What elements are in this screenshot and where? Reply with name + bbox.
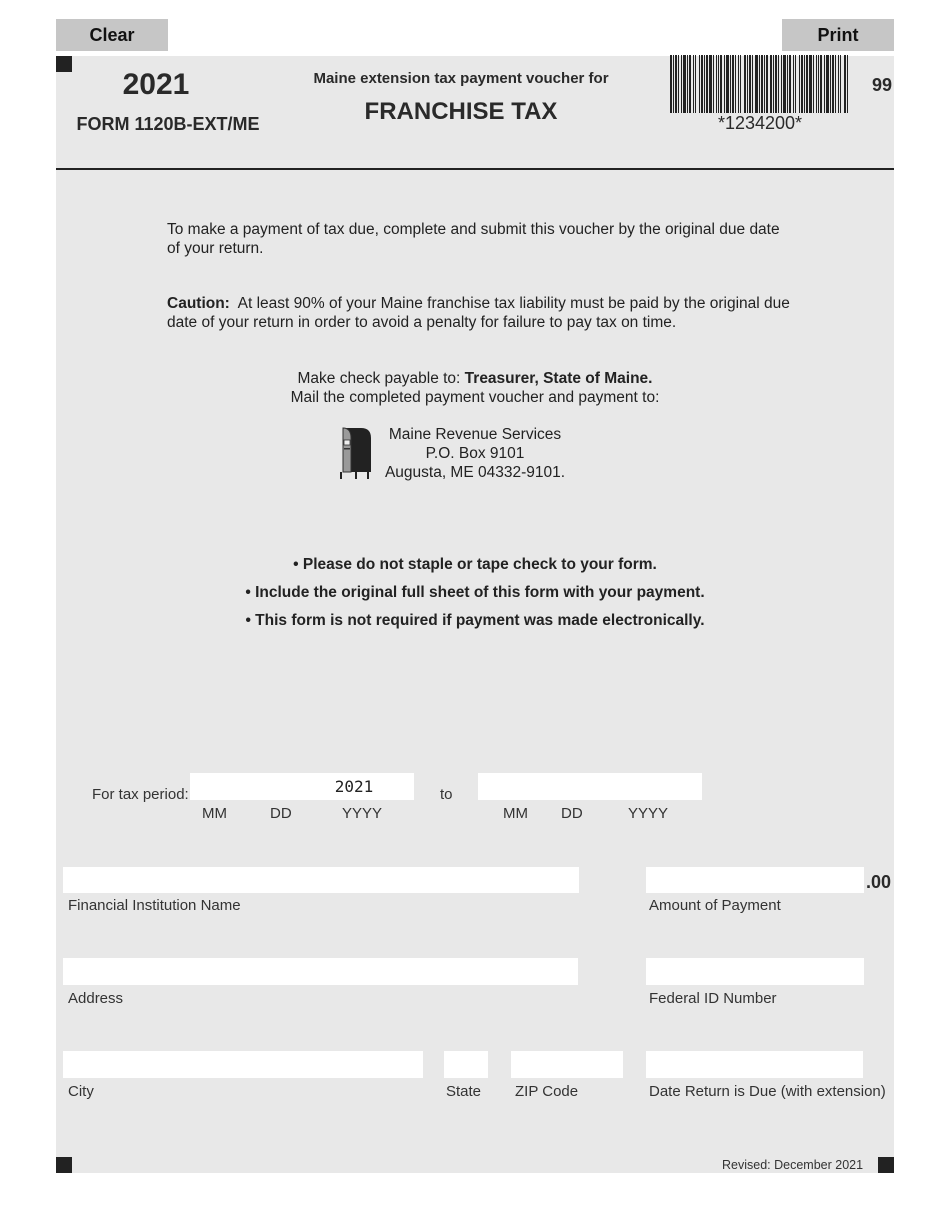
barcode-bar <box>759 55 760 113</box>
zip-input[interactable] <box>511 1051 623 1078</box>
revised-date: Revised: December 2021 <box>722 1158 864 1172</box>
barcode-bar <box>799 55 800 113</box>
barcode-bar <box>775 55 777 113</box>
zip-label: ZIP Code <box>515 1083 579 1100</box>
amount-input[interactable] <box>646 867 864 893</box>
bullet-no-staple: • Please do not staple or tape check to your form. <box>293 556 657 573</box>
barcode-bar <box>818 55 819 113</box>
barcode-bar <box>813 55 814 113</box>
tax-period-start-input[interactable] <box>190 773 414 800</box>
barcode-bar <box>824 55 825 113</box>
barcode-bar <box>683 55 686 113</box>
registration-mark-top-left <box>56 56 72 72</box>
address-input[interactable] <box>63 958 578 985</box>
mail-line: Mail the completed payment voucher and payment to: <box>290 389 660 406</box>
barcode-bar <box>689 55 691 113</box>
barcode-bar <box>820 55 822 113</box>
barcode-text: *1234200* <box>717 113 803 133</box>
barcode-bar <box>783 55 786 113</box>
end-yyyy-label: YYYY <box>628 805 669 822</box>
barcode-bar <box>787 55 788 113</box>
barcode-bar <box>732 55 734 113</box>
state-input[interactable] <box>444 1051 488 1078</box>
barcode-bar <box>709 55 712 113</box>
barcode-bar <box>749 55 751 113</box>
barcode-bar <box>704 55 705 113</box>
barcode-bar <box>789 55 791 113</box>
barcode-bar <box>716 55 717 113</box>
form-title: FRANCHISE TAX <box>364 98 558 125</box>
barcode-bar <box>835 55 836 113</box>
barcode-bar <box>778 55 779 113</box>
form-subtitle: Maine extension tax payment voucher for <box>313 70 609 87</box>
end-mm-label: MM <box>503 805 528 822</box>
barcode-bar <box>847 55 848 113</box>
barcode-bar <box>801 55 803 113</box>
barcode-bar <box>770 55 772 113</box>
due-date-label: Date Return is Due (with extension) <box>649 1083 886 1100</box>
barcode-bar <box>738 55 739 113</box>
mailbox-icon <box>337 426 373 480</box>
start-yyyy-label: YYYY <box>342 805 383 822</box>
barcode-bar <box>678 55 679 113</box>
barcode-bar <box>795 55 796 113</box>
state-label: State <box>446 1083 482 1100</box>
city-label: City <box>68 1083 94 1100</box>
barcode-bar <box>713 55 714 113</box>
form-id: FORM 1120B-EXT/ME <box>76 114 260 134</box>
barcode-bar <box>730 55 731 113</box>
start-mm-label: MM <box>202 805 227 822</box>
bullet-electronic: • This form is not required if payment was made electronically. <box>245 612 705 629</box>
barcode-bar <box>724 55 725 113</box>
barcode-bar <box>726 55 729 113</box>
print-button[interactable]: Print <box>782 19 894 51</box>
barcode-bar <box>764 55 765 113</box>
address-label: Address <box>68 990 124 1007</box>
federal-id-input[interactable] <box>646 958 864 985</box>
due-date-input[interactable] <box>646 1051 863 1078</box>
barcode-bar <box>838 55 839 113</box>
barcode-bar <box>681 55 682 113</box>
barcode-bar <box>718 55 719 113</box>
mailing-address: Maine Revenue Services P.O. Box 9101 Augusta, ME 04332-9101. <box>384 426 566 481</box>
barcode-bar <box>830 55 831 113</box>
barcode-bar <box>840 55 841 113</box>
caution-paragraph: Caution: At least 90% of your Maine franchise tax liability must be paid by the original due date of your return in order to avoid a penalty for failure to pay tax on time. <box>167 295 790 331</box>
registration-mark-bottom-left <box>56 1157 72 1173</box>
clear-button[interactable]: Clear <box>56 19 168 51</box>
barcode-bar <box>673 55 674 113</box>
barcode-bar <box>766 55 768 113</box>
start-dd-label: DD <box>270 805 292 822</box>
barcode-bar <box>761 55 763 113</box>
barcode-bar <box>670 55 672 113</box>
barcode-bar <box>706 55 708 113</box>
end-dd-label: DD <box>561 805 583 822</box>
amount-label: Amount of Payment <box>649 897 781 914</box>
barcode-bar <box>740 55 741 113</box>
barcode-bar <box>687 55 688 113</box>
institution-name-input[interactable] <box>63 867 579 893</box>
federal-id-label: Federal ID Number <box>649 990 777 1007</box>
institution-name-label: Financial Institution Name <box>68 897 241 914</box>
barcode-bar <box>693 55 694 113</box>
barcode-bar <box>793 55 794 113</box>
barcode-bar <box>699 55 700 113</box>
tax-period-label: For tax period: <box>92 786 189 803</box>
barcode-bar <box>720 55 722 113</box>
barcode-bar <box>744 55 746 113</box>
barcode-bar <box>806 55 808 113</box>
barcode-bar <box>781 55 782 113</box>
barcode-bar <box>832 55 834 113</box>
barcode-bar <box>816 55 817 113</box>
registration-mark-bottom-right <box>878 1157 894 1173</box>
barcode-bar <box>826 55 829 113</box>
barcode-bar <box>747 55 748 113</box>
barcode-bar <box>773 55 774 113</box>
barcode-bar <box>675 55 677 113</box>
city-input[interactable] <box>63 1051 423 1078</box>
instructions-paragraph: To make a payment of tax due, complete and submit this voucher by the original due date of your return. <box>167 221 780 257</box>
payable-line: Make check payable to: Treasurer, State of Maine. <box>297 370 653 387</box>
tax-period-end-input[interactable] <box>478 773 702 800</box>
barcode-bar <box>752 55 753 113</box>
form-code: 99 <box>872 75 893 95</box>
barcode-bar <box>701 55 703 113</box>
tax-period-to-label: to <box>440 786 453 803</box>
amount-cents-suffix: .00 <box>866 872 892 892</box>
bullet-include-sheet: • Include the original full sheet of this form with your payment. <box>245 584 705 601</box>
caution-label: Caution: <box>167 295 230 312</box>
barcode-bar <box>695 55 696 113</box>
header-divider <box>56 168 894 170</box>
barcode-graphic <box>669 55 851 113</box>
barcode-bar <box>844 55 846 113</box>
barcode-bar <box>735 55 736 113</box>
barcode-bar <box>755 55 758 113</box>
barcode-bar <box>809 55 812 113</box>
barcode-bar <box>804 55 805 113</box>
form-year: 2021 <box>122 68 190 101</box>
